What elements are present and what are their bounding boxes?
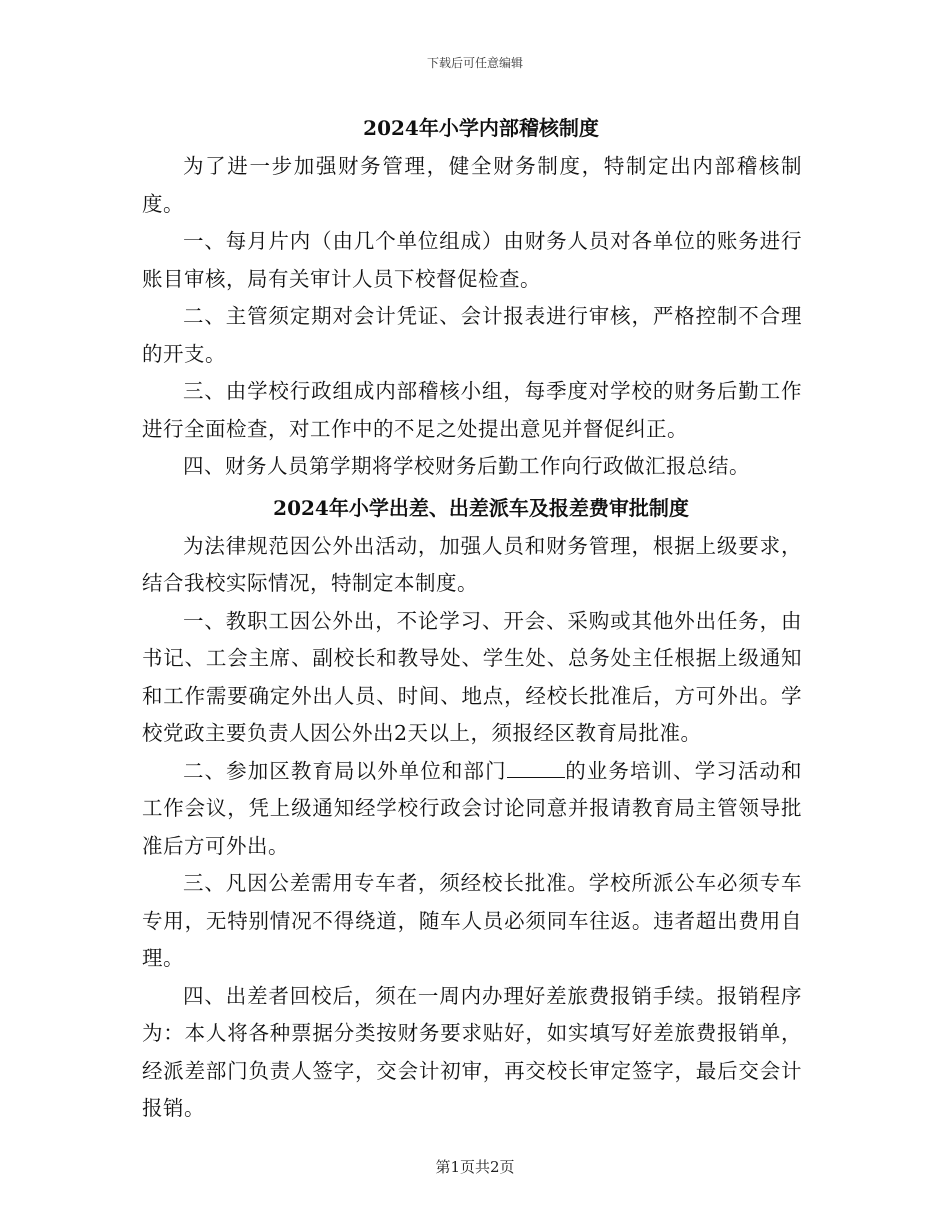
- document-body: [142, 112, 802, 1128]
- paragraph: 为了进一步加强财务管理，健全财务制度，特制定出内部稽核制度。: [142, 154, 802, 216]
- paragraph: 三、由学校行政组成内部稽核小组，每季度对学校的财务后勤工作进行全面检查，对工作中的不足之处提出意见并督促纠正。: [142, 379, 802, 441]
- section-title-travel: 2024年小学出差、出差派车及报差费审批制度: [273, 495, 689, 520]
- paragraph: 二、主管须定期对会计凭证、会计报表进行审核，严格控制不合理的开支。: [142, 304, 802, 366]
- paragraph: 一、教职工因公外出，不论学习、开会、采购或其他外出任务，由书记、工会主席、副校长和教导处、学生处、总务处主任根据上级通知和工作需要确定外出人员、时间、地点，经校长批准后，方可外出。学校党政主要负责人因公外出2天以上，须报经区教育局批准。: [142, 608, 802, 745]
- page-header-note: 下载后可任意编辑: [426, 56, 523, 70]
- paragraph: 为法律规范因公外出活动，加强人员和财务管理，根据上级要求，结合我校实际情况，特制定本制度。: [142, 533, 802, 595]
- paragraph-with-blank: [142, 753, 802, 866]
- paragraph-text: 的业务培训、学习活动和工作会议，凭上级通知经学校行政会讨论同意并报请教育局主管领导批准后方可外出。: [142, 758, 803, 858]
- paragraph: 四、出差者回校后，须在一周内办理好差旅费报销手续。报销程序为：本人将各种票据分类按财务要求贴好，如实填写好差旅费报销单，经派差部门负责人签字，交会计初审，再交校长审定签字，最后交会计报销。: [142, 983, 802, 1120]
- page-number: 第1页共2页: [435, 1158, 515, 1176]
- paragraph: 三、凡因公差需用专车者，须经校长批准。学校所派公车必须专车专用，无特别情况不得绕道，随车人员必须同车往返。违者超出费用自理。: [142, 871, 802, 970]
- paragraph: 一、每月片内（由几个单位组成）由财务人员对各单位的账务进行账目审核，局有关审计人员下校督促检查。: [142, 229, 802, 291]
- paragraph: 四、财务人员第学期将学校财务后勤工作向行政做汇报总结。: [183, 454, 750, 478]
- paragraph-text: 二、参加区教育局以外单位和部门: [183, 758, 507, 783]
- fill-blank-line: [507, 761, 565, 778]
- section-title-audit: 2024年小学内部稽核制度: [363, 116, 599, 140]
